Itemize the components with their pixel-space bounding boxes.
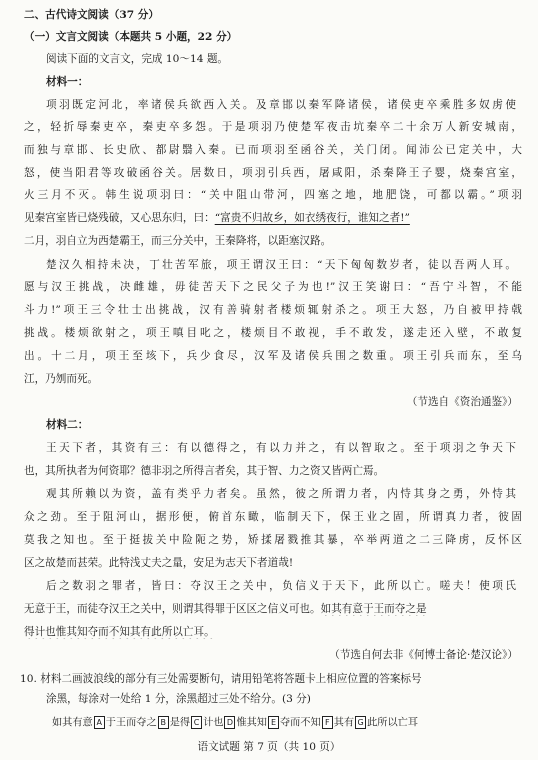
- question-number: 10.: [20, 673, 37, 685]
- material1-line: 斗力!”项王三令壮士出挑战，汉有善骑射者楼烦辄射杀之。项王大怒，乃自被甲持戟: [24, 304, 522, 316]
- material2-line: 后之数羽之罪者，皆曰：夺汉王之关中，负信义于天下，此所以亡。嗟夫！使项氏: [46, 580, 516, 592]
- option-box-b[interactable]: B: [158, 716, 169, 729]
- option-box-g[interactable]: G: [355, 716, 366, 729]
- wavy-underlined-text: 如其有意于王而夺之是: [320, 603, 427, 615]
- material2-line: 无意于王，而徒夺汉王之关中，则谓其得罪于区区之信义可也。如其有意于王而夺之是: [24, 603, 427, 615]
- material1-line: 挑战。楼烦欲射之，项王嗔目叱之，楼烦目不敢视，手不敢发，遂走还入壁，不敢复: [24, 327, 522, 339]
- material1-line: 而独与章邯、长史欣、都尉翳入秦。已而项羽至函谷关，关门闭。闻沛公已定关中，大: [24, 144, 522, 156]
- subsection-title: （一）文言文阅读（本题共 5 小题，22 分）: [24, 31, 238, 43]
- material2-line: 观其所赖以为资，盖有类乎力者矣。虽然，彼之所谓力者，内恃其身之勇，外恃其: [46, 488, 516, 500]
- question-text-line2: 涂黑，每涂对一处给 1 分，涂黑超过三处不给分。(3 分): [46, 693, 311, 705]
- material2-line: 也，其所执者为何资耶？德非羽之所得言者矣，其于智、力之资又皆两亡焉。: [24, 465, 385, 477]
- option-box-c[interactable]: C: [191, 716, 202, 729]
- material1-line: 之，轻折辱秦吏卒，秦吏卒多怨。于是项羽乃使楚军夜击坑秦卒二十余万人新安城南，: [24, 121, 522, 133]
- material2-heading: 材料二：: [46, 419, 89, 431]
- material2-source: （节选自何去非《何博士备论·楚汉论》）: [329, 649, 518, 661]
- material1-line: 江，乃刎而死。: [24, 373, 99, 385]
- material2-line: 莫我之知也。至于挺拔关中险阨之势，矫揉屠戮推其暴，卒举两道之二三降虏，反怀区: [24, 534, 522, 546]
- material1-line: 出。十二月，项王至垓下，兵少食尽，汉军及诸侯兵围之数重。项王引兵而东，至乌: [24, 350, 522, 362]
- option-box-a[interactable]: A: [94, 716, 105, 729]
- material1-line: 二月，羽自立为西楚霸王，而三分关中，王秦降将，以距塞汉路。: [24, 235, 332, 247]
- question-10: [20, 672, 522, 686]
- question-text: 材料二画波浪线的部分有三处需要断句，请用铅笔将答题卡上相应位置的答案标号: [40, 673, 422, 685]
- material1-line: 火三月不灭。韩生说项羽曰：“关中阻山带河，四塞之地，地肥饶，可都以霸。”项羽: [24, 189, 522, 201]
- answer-option-line: 如其有意 A 于王而夺之 B 是得 C 计也 D 惟其知 E 夺而不知 F 其有 G 此所以亡耳: [52, 717, 419, 729]
- section-title: 二、古代诗文阅读（37 分）: [24, 9, 159, 21]
- material2-line: 众之劲。至于阻河山，据形便，俯首东瞰，临制天下，保王业之固，所谓真力者，彼固: [24, 511, 522, 523]
- option-box-e[interactable]: E: [268, 716, 279, 729]
- instruction: 阅读下面的文言文，完成 10～14 题。: [46, 53, 229, 65]
- material1-line: 见秦宫室皆已烧残破，又心思东归，曰：“富贵不归故乡，如衣绣夜行，谁知之者!”: [24, 212, 410, 224]
- material1-source: （节选自《资治通鉴》）: [406, 396, 518, 408]
- material1-line: 怒，使当阳君等攻破函谷关。居数日，项羽引兵西，屠咸阳，杀秦降王子婴，烧秦宫室，: [24, 167, 522, 179]
- material1-line: 愿与汉王挑战，决雌雄，毋徒苦天下之民父子为也!”汉王笑谢曰：“吾宁斗智，不能: [24, 281, 522, 293]
- page-footer: 语文试题 第 7 页（共 10 页）: [197, 741, 341, 753]
- material2-line: [24, 625, 522, 639]
- wavy-underlined-text: 得计也惟其知夺而不知其有此所以亡耳。: [24, 626, 215, 638]
- option-box-d[interactable]: D: [224, 716, 235, 729]
- underlined-quote: “富贵不归故乡，如衣绣夜行，谁知之者!”: [214, 212, 410, 224]
- material2-line: 区之故楚而甚荣。此特浅丈夫之量，安足为志天下者道哉!: [24, 557, 294, 569]
- material1-line: 楚汉久相持未决，丁壮苦军旅，项王谓汉王曰：“天下匈匈数岁者，徒以吾两人耳。: [46, 259, 516, 271]
- material2-line: 王天下者，其资有三：有以德得之，有以力并之，有以智取之。至于项羽之争天下: [46, 442, 516, 454]
- material1-line: 项羽既定河北，率诸侯兵欲西入关。及章邯以秦军降诸侯，诸侯吏卒乘胜多奴虏使: [46, 99, 516, 111]
- material1-heading: 材料一：: [46, 76, 89, 88]
- option-box-f[interactable]: F: [322, 716, 333, 729]
